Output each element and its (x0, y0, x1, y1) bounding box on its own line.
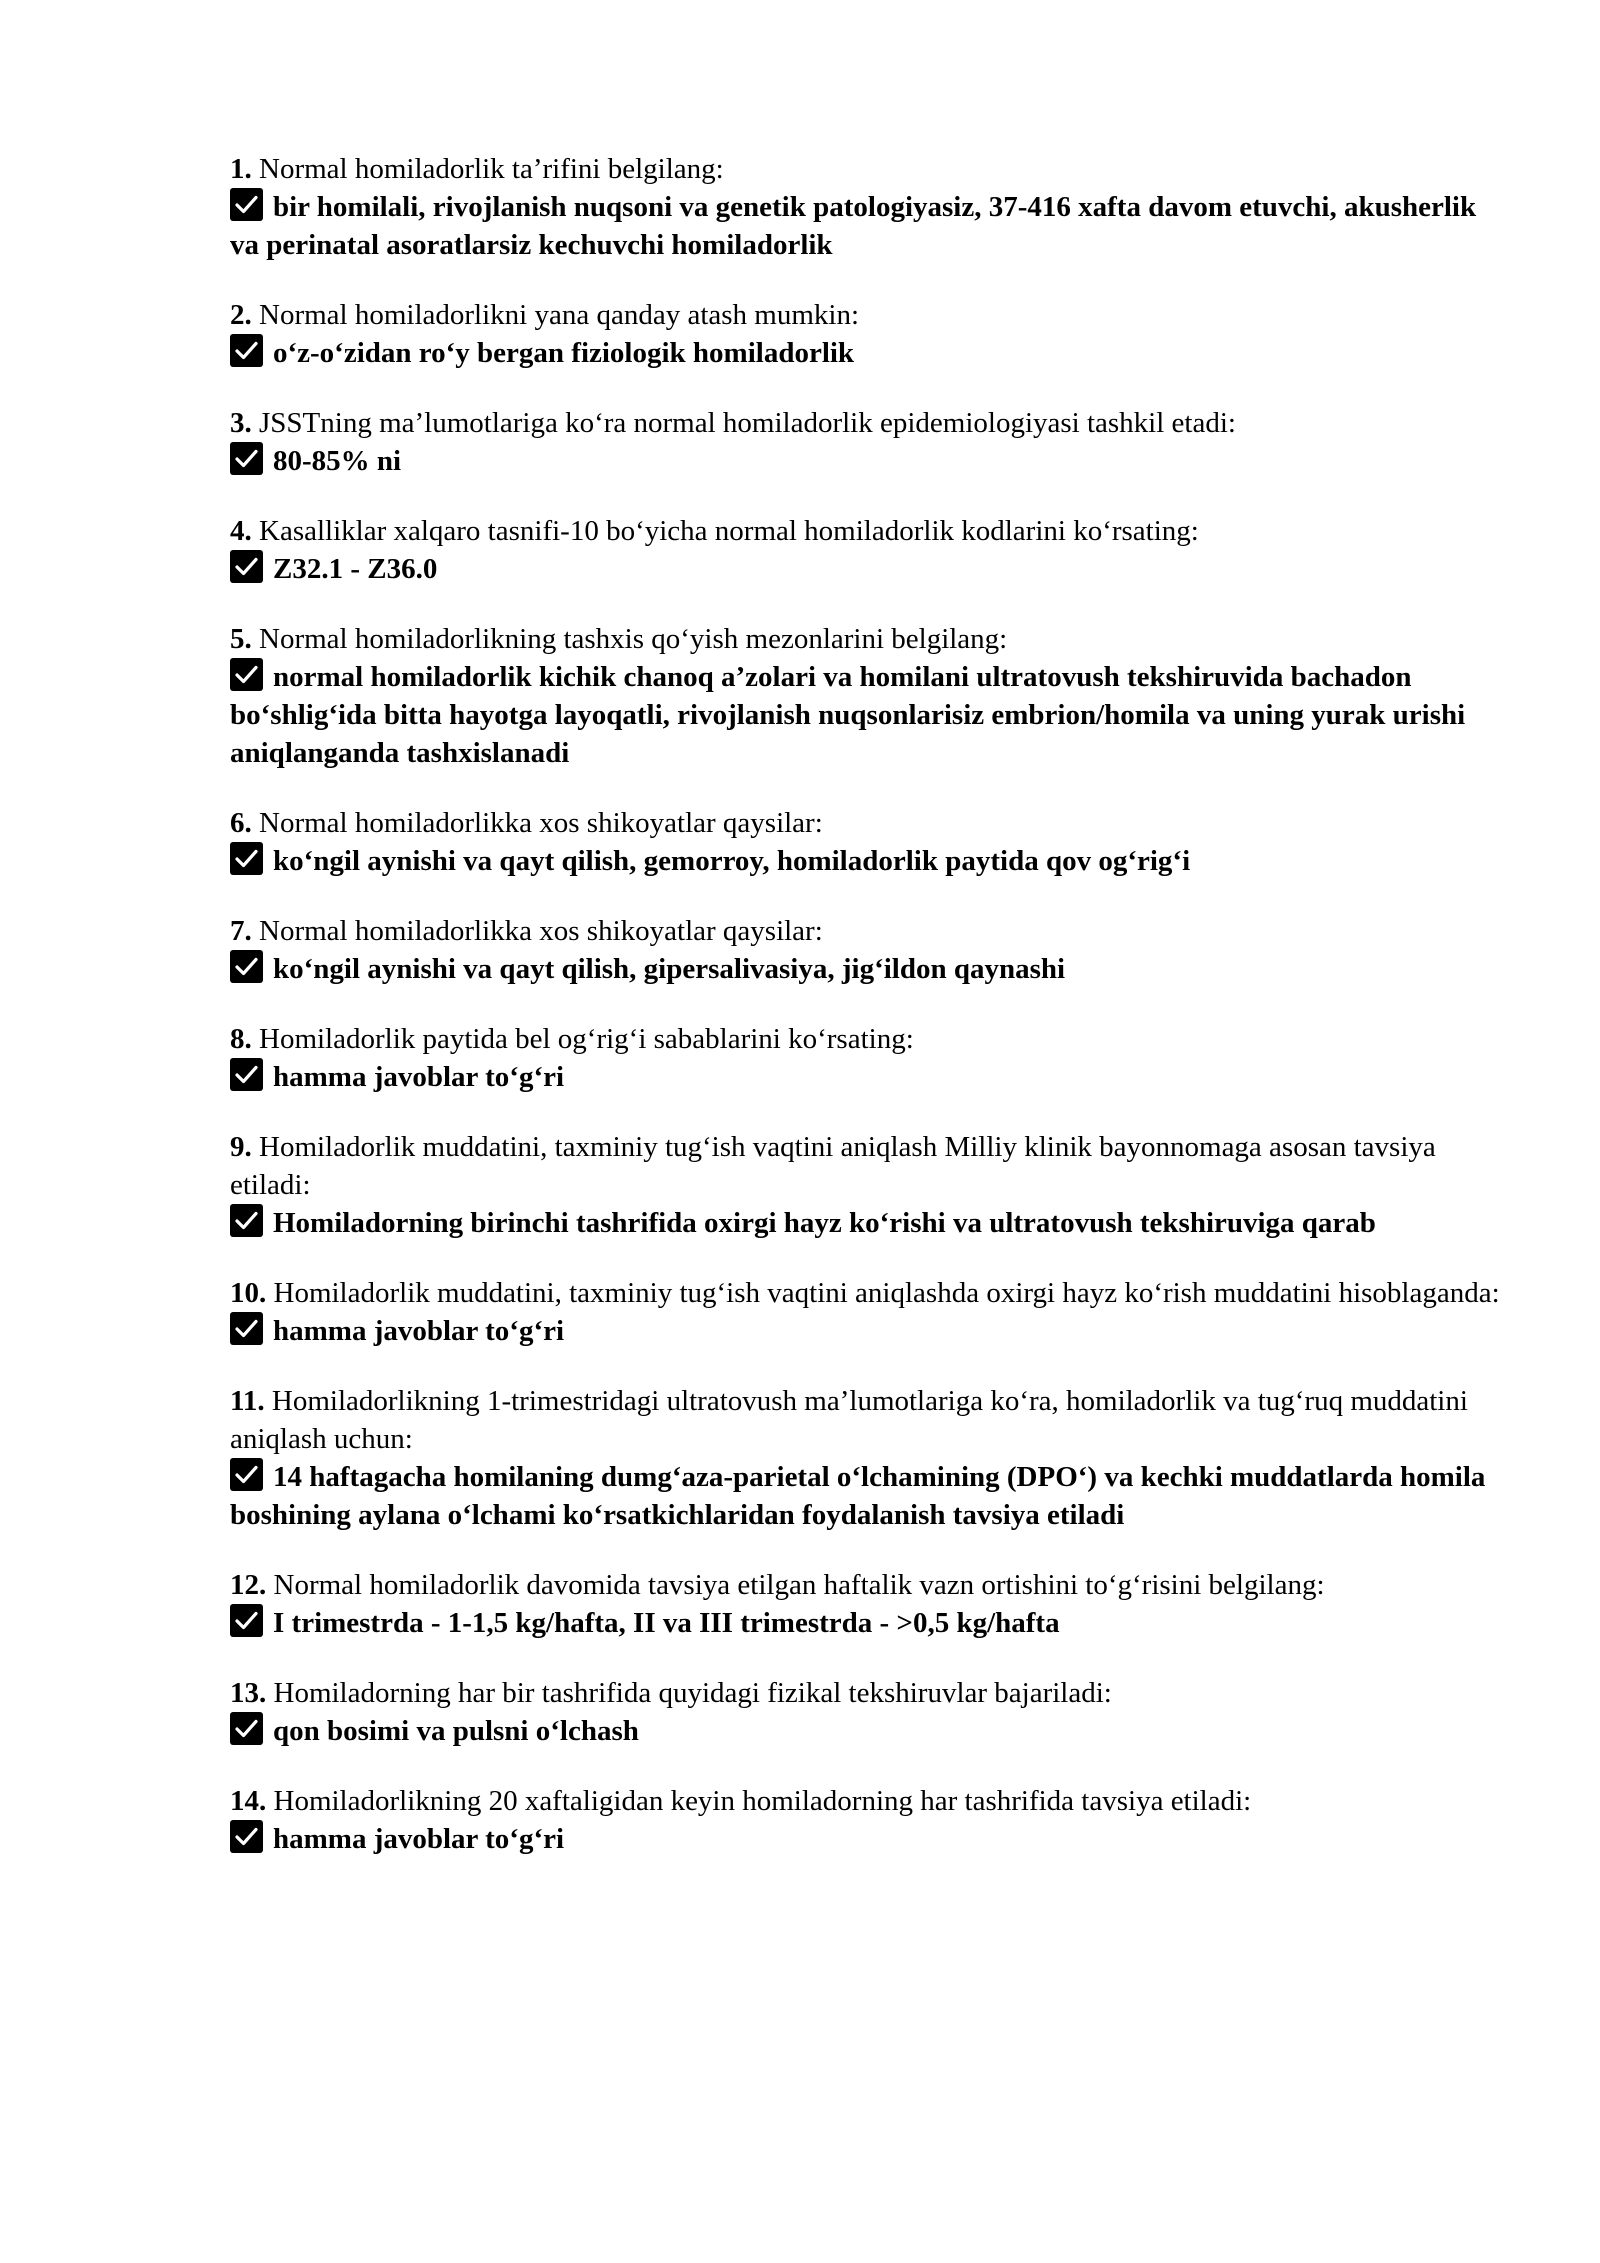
question-item (230, 620, 1500, 772)
question-item (230, 296, 1500, 372)
answer-label: o‘z-o‘zidan ro‘y bergan fiziologik homiladorlik (273, 337, 855, 369)
question-item (230, 1128, 1500, 1242)
answer-label: 14 haftagacha homilaning dumg‘aza-parietal o‘lchamining (DPO‘) va kechki muddatlarda homila boshining aylana o‘lchami ko‘rsatkichlaridan foydalanish tavsiya etiladi (230, 1461, 1486, 1531)
answer-text (230, 1820, 1500, 1858)
answer-label: bir homilali, rivojlanish nuqsoni va genetik patologiyasiz, 37-416 xafta davom etuvchi, akusherlik va perinatal asoratlarsiz kechuvchi homiladorlik (230, 191, 1477, 261)
question-label: Kasalliklar xalqaro tasnifi-10 bo‘yicha normal homiladorlik kodlarini ko‘rsating: (251, 515, 1199, 547)
question-label: Normal homiladorlikni yana qanday atash mumkin: (251, 299, 860, 331)
question-label: Homiladorlikning 20 xaftaligidan keyin homiladorning har tashrifida tavsiya etiladi: (266, 1785, 1252, 1817)
question-label: Homiladorlikning 1-trimestridagi ultratovush ma’lumotlariga ko‘ra, homiladorlik va tug‘ruq muddatini aniqlash uchun: (230, 1385, 1468, 1455)
check-box-icon (230, 1312, 263, 1345)
question-text (230, 1274, 1500, 1312)
question-number: 12. (230, 1569, 267, 1601)
answer-text (230, 1312, 1500, 1350)
question-text (230, 1128, 1500, 1204)
answer-label: ko‘ngil aynishi va qayt qilish, gemorroy, homiladorlik paytida qov og‘rig‘i (273, 845, 1191, 877)
question-text (230, 1382, 1500, 1458)
question-text (230, 620, 1500, 658)
question-item (230, 150, 1500, 264)
answer-label: hamma javoblar to‘g‘ri (273, 1061, 565, 1093)
answer-text (230, 1458, 1500, 1534)
question-item (230, 912, 1500, 988)
answer-label: Homiladorning birinchi tashrifida oxirgi hayz ko‘rishi va ultratovush tekshiruviga qarab (273, 1207, 1376, 1239)
check-box-icon (230, 1712, 263, 1745)
question-number: 6. (230, 807, 252, 839)
answer-label: Z32.1 - Z36.0 (273, 553, 438, 585)
question-label: Normal homiladorlikning tashxis qo‘yish mezonlarini belgilang: (251, 623, 1008, 655)
answer-text (230, 1058, 1500, 1096)
question-number: 11. (230, 1385, 265, 1417)
question-text (230, 150, 1500, 188)
question-number: 4. (230, 515, 252, 547)
question-number: 3. (230, 407, 252, 439)
question-text (230, 804, 1500, 842)
answer-text (230, 188, 1500, 264)
question-number: 14. (230, 1785, 267, 1817)
answer-label: hamma javoblar to‘g‘ri (273, 1823, 565, 1855)
question-number: 5. (230, 623, 252, 655)
question-text (230, 1020, 1500, 1058)
answer-text (230, 1712, 1500, 1750)
check-box-icon (230, 1204, 263, 1237)
check-box-icon (230, 1820, 263, 1853)
answer-text (230, 950, 1500, 988)
question-number: 10. (230, 1277, 267, 1309)
answer-label: hamma javoblar to‘g‘ri (273, 1315, 565, 1347)
question-item (230, 1382, 1500, 1534)
answer-text (230, 442, 1500, 480)
answer-text (230, 334, 1500, 372)
check-box-icon (230, 334, 263, 367)
answer-label: normal homiladorlik kichik chanoq a’zolari va homilani ultratovush tekshiruvida bachadon bo‘shlig‘ida bitta hayotga layoqatli, rivojlanish nuqsonlarisiz embrion/homila va uning yurak urishi aniqlanganda tashxislanadi (230, 661, 1466, 769)
question-number: 8. (230, 1023, 252, 1055)
question-label: Homiladorlik muddatini, taxminiy tug‘ish vaqtini aniqlash Milliy klinik bayonnomaga asosan tavsiya etiladi: (230, 1131, 1436, 1201)
check-box-icon (230, 442, 263, 475)
answer-text (230, 658, 1500, 772)
question-item (230, 804, 1500, 880)
question-label: Normal homiladorlik davomida tavsiya etilgan haftalik vazn ortishini to‘g‘risini belgilang: (266, 1569, 1325, 1601)
question-number: 2. (230, 299, 252, 331)
question-label: Homiladorlik paytida bel og‘rig‘i sabablarini ko‘rsating: (251, 1023, 914, 1055)
check-box-icon (230, 550, 263, 583)
check-box-icon (230, 1058, 263, 1091)
question-item (230, 512, 1500, 588)
check-box-icon (230, 950, 263, 983)
question-item (230, 1020, 1500, 1096)
question-number: 7. (230, 915, 252, 947)
question-text (230, 512, 1500, 550)
question-text (230, 404, 1500, 442)
question-item (230, 1274, 1500, 1350)
answer-label: qon bosimi va pulsni o‘lchash (273, 1715, 639, 1747)
question-item (230, 1566, 1500, 1642)
check-box-icon (230, 842, 263, 875)
answer-text (230, 1204, 1500, 1242)
answer-text (230, 1604, 1500, 1642)
question-number: 9. (230, 1131, 252, 1163)
check-box-icon (230, 1458, 263, 1491)
check-box-icon (230, 188, 263, 221)
question-text (230, 1674, 1500, 1712)
question-item (230, 1782, 1500, 1858)
question-label: Homiladorning har bir tashrifida quyidagi fizikal tekshiruvlar bajariladi: (266, 1677, 1112, 1709)
question-label: Normal homiladorlikka xos shikoyatlar qaysilar: (251, 807, 823, 839)
question-item (230, 1674, 1500, 1750)
check-box-icon (230, 658, 263, 691)
question-label: Normal homiladorlikka xos shikoyatlar qaysilar: (251, 915, 823, 947)
question-text (230, 1566, 1500, 1604)
answer-text (230, 550, 1500, 588)
question-number: 1. (230, 153, 252, 185)
answer-label: ko‘ngil aynishi va qayt qilish, gipersalivasiya, jig‘ildon qaynashi (273, 953, 1066, 985)
question-list (230, 150, 1500, 1890)
answer-label: 80-85% ni (273, 445, 402, 477)
question-text (230, 296, 1500, 334)
question-text (230, 912, 1500, 950)
question-item (230, 404, 1500, 480)
answer-label: I trimestrda - 1-1,5 kg/hafta, II va III trimestrda - >0,5 kg/hafta (273, 1607, 1060, 1639)
question-number: 13. (230, 1677, 267, 1709)
question-label: Homiladorlik muddatini, taxminiy tug‘ish vaqtini aniqlashda oxirgi hayz ko‘rish muddatini hisoblaganda: (266, 1277, 1500, 1309)
question-label: JSSTning ma’lumotlariga ko‘ra normal homiladorlik epidemiologiyasi tashkil etadi: (251, 407, 1236, 439)
answer-text (230, 842, 1500, 880)
check-box-icon (230, 1604, 263, 1637)
question-label: Normal homiladorlik ta’rifini belgilang: (251, 153, 724, 185)
question-text (230, 1782, 1500, 1820)
